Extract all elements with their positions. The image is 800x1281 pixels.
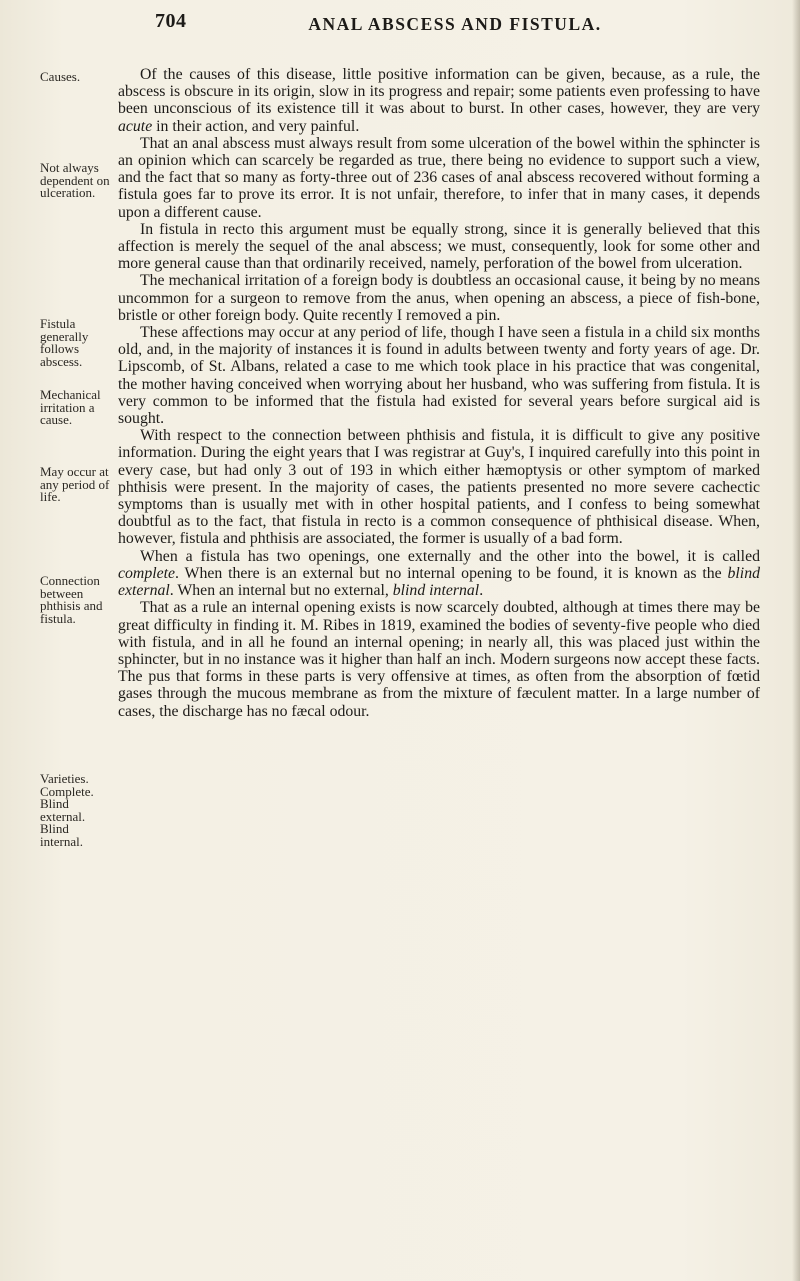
margin-note-fistula-follows-abscess: Fistula generally follows abscess.	[40, 316, 89, 369]
body-text	[118, 66, 760, 720]
paragraph-internal-opening	[118, 599, 760, 719]
paragraph-text: .	[479, 582, 484, 600]
paragraph-ulceration	[118, 135, 760, 221]
paragraph-fistula-in-recto	[118, 221, 760, 273]
margin-note-any-period-of-life: May occur at any period of life.	[40, 464, 110, 504]
paragraph-text: . When there is an external but no internal opening to be found, it is known as the	[175, 564, 728, 582]
margin-note-phthisis-connection: Connection between phthisis and fistula.	[40, 573, 103, 626]
page-edge-shadow	[792, 0, 800, 1281]
emphasis-blind-internal: blind internal	[392, 582, 480, 600]
paragraph-period-of-life	[118, 324, 760, 427]
paragraph-text: These affections may occur at any period of life, though I have seen a fistula in a child six months old, and, in the majority of instances it is found in adults between twenty and forty years of age. Dr. Lipscomb, of St. Albans, related a case to me which took place in his practice that was congenital, the mother having conceived when worrying about her husband, who was suffering from fistula. It is very common to be informed that the fistula had existed for several years before surgical aid is sought.	[118, 324, 760, 428]
page-header	[155, 10, 755, 40]
emphasis-blind-external: blind external	[118, 564, 760, 600]
paragraph-causes	[118, 66, 760, 135]
paragraph-phthisis	[118, 427, 760, 547]
paragraph-mechanical-irritation	[118, 272, 760, 324]
paragraph-varieties	[118, 548, 760, 600]
paragraph-text: When a fistula has two openings, one externally and the other into the bowel, it is called	[140, 547, 760, 565]
emphasis-text: acute	[118, 117, 153, 135]
emphasis-complete: complete	[118, 564, 176, 582]
page-number: 704	[155, 10, 187, 32]
margin-note-varieties: Varieties. Complete. Blind external. Blind internal.	[40, 771, 94, 849]
paragraph-text: . When an internal but no external,	[169, 582, 393, 600]
paragraph-text: in their action, and very painful.	[152, 117, 360, 135]
margin-note-not-always-dependent: Not always dependent on ulceration.	[40, 160, 110, 200]
margin-note-mechanical-irritation: Mechanical irritation a cause.	[40, 387, 101, 427]
paragraph-text: In fistula in recto this argument must be equally strong, since it is generally believed that this affection is merely the sequel of the anal abscess; we must, consequently, look for some other and more general cause than that ordinarily received, namely, perforation of the bowel from ulceration.	[118, 220, 760, 273]
paragraph-text: That an anal abscess must always result from some ulceration of the bowel within the sphincter is an opinion which can scarcely be regarded as true, there being no evidence to support such a view, and the fact that so many as forty-three out of 236 cases of anal abscess recovered without forming a fistula goes far to prove its error. It is not unfair, therefore, to infer that in many cases, it depends upon a different cause.	[118, 134, 760, 221]
paragraph-text: Of the causes of this disease, little positive information can be given, because, as a rule, the abscess is obscure in its origin, slow in its progress and repair; some patients even professing to have been unconscious of its existence till it was about to burst. In other cases, however, they are very	[118, 66, 760, 118]
margin-note-causes: Causes.	[40, 69, 81, 84]
paragraph-text: The mechanical irritation of a foreign body is doubtless an occasional cause, it being by no means uncommon for a surgeon to remove from the anus, when opening an abscess, a piece of fish-bone, bristle or other foreign body. Quite recently I removed a pin.	[118, 272, 760, 324]
paragraph-text: That as a rule an internal opening exists is now scarcely doubted, although at times there may be great difficulty in finding it. M. Ribes in 1819, examined the bodies of seventy-five people who died with fistula, and in all he found an internal opening; in nearly all, this was placed just within the sphincter, but in no instance was it higher than half an inch. Modern surgeons now accept these facts. The pus that forms in these parts is very offensive at times, as often from the absorption of fœtid gases through the mucous membrane as from the mixture of fæculent matter. In a large number of cases, the discharge has no fæcal odour.	[118, 599, 760, 720]
running-title: ANAL ABSCESS AND FISTULA.	[308, 14, 602, 34]
paragraph-text: With respect to the connection between phthisis and fistula, it is difficult to give any positive information. During the eight years that I was registrar at Guy's, I inquired carefully into this point in every case, but had only 3 out of 193 in which either hæmoptysis or other symptom of marked phthisis were present. In the majority of cases, the patients presented no more severe cachectic symptoms than is usually met with in other hospital patients, and I confess to being somewhat doubtful as to the fact, that fistula in recto is a common consequence of phthisical disease. When, however, fistula and phthisis are associated, the former is usually of a bad form.	[118, 427, 760, 548]
